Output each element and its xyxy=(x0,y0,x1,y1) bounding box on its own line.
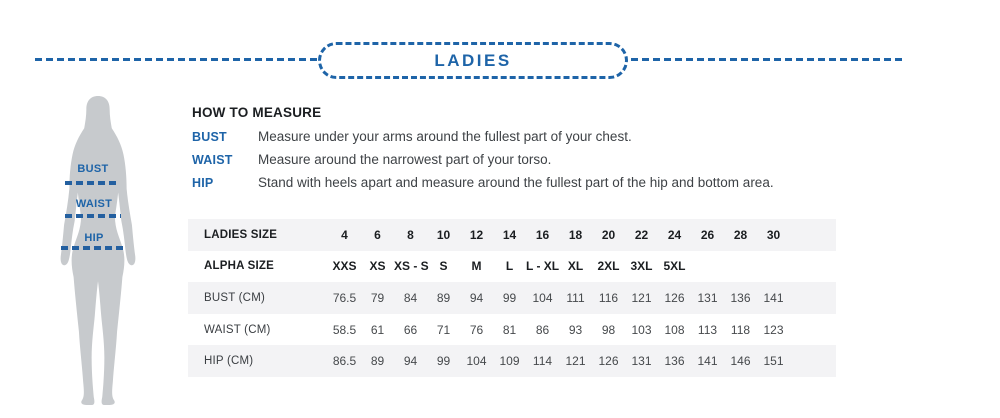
filler-cell xyxy=(790,314,836,346)
size-cell: 104 xyxy=(466,354,487,369)
size-cell: 66 xyxy=(403,322,418,337)
table-row xyxy=(188,282,836,314)
size-cell: 93 xyxy=(568,322,583,337)
size-cell: 10 xyxy=(436,227,451,242)
size-cell: 104 xyxy=(532,290,553,305)
table-row xyxy=(188,251,836,283)
size-cell: 30 xyxy=(766,227,781,242)
size-cell: M xyxy=(471,259,482,274)
size-cell: 3XL xyxy=(630,259,653,274)
filler-cell xyxy=(790,251,836,283)
size-cell: 136 xyxy=(664,354,685,369)
size-cell: 98 xyxy=(601,322,616,337)
hip-label: HIP xyxy=(192,176,214,190)
size-cell: 24 xyxy=(667,227,682,242)
size-cell: 89 xyxy=(436,290,451,305)
size-cell: 146 xyxy=(730,354,751,369)
size-cell: 94 xyxy=(403,354,418,369)
row-label: ALPHA SIZE xyxy=(204,260,274,273)
size-cell: 84 xyxy=(403,290,418,305)
size-cell: 126 xyxy=(664,290,685,305)
how-to-measure-hip-row xyxy=(192,175,892,190)
size-cell: 121 xyxy=(631,290,652,305)
size-cell: 109 xyxy=(499,354,520,369)
size-cell: 14 xyxy=(502,227,517,242)
size-cell: XS - S xyxy=(394,259,429,274)
size-cell: 121 xyxy=(565,354,586,369)
figure-bust-dash-line xyxy=(65,181,118,185)
how-to-measure-bust-row xyxy=(192,129,892,144)
hip-instruction: Stand with heels apart and measure around the fullest part of the hip and bottom area. xyxy=(258,175,774,190)
size-cell: 131 xyxy=(697,290,718,305)
size-cell: 114 xyxy=(532,354,553,369)
size-cell xyxy=(724,251,757,283)
filler-cell xyxy=(790,345,836,377)
bust-label: BUST xyxy=(192,130,227,144)
how-to-measure-title: HOW TO MEASURE xyxy=(192,105,322,120)
size-cell xyxy=(691,251,724,283)
size-cell: 81 xyxy=(502,322,517,337)
female-silhouette xyxy=(45,94,151,406)
figure-bust-label: BUST xyxy=(77,163,109,175)
size-cell: 151 xyxy=(763,354,784,369)
row-label: WAIST (CM) xyxy=(204,323,271,336)
size-cell: 123 xyxy=(763,322,784,337)
filler-cell xyxy=(790,282,836,314)
size-cell: 141 xyxy=(697,354,718,369)
figure-waist-label: WAIST xyxy=(75,198,113,210)
size-cell: 86.5 xyxy=(332,354,357,369)
table-row xyxy=(188,345,836,377)
size-cell: 99 xyxy=(436,354,451,369)
size-cell: 103 xyxy=(631,322,652,337)
divider-dash-left xyxy=(35,58,318,61)
size-cell: 58.5 xyxy=(332,322,357,337)
section-header-capsule xyxy=(318,42,628,79)
size-cell: 6 xyxy=(374,227,381,242)
size-cell: 141 xyxy=(763,290,784,305)
figure-hip-dash-line xyxy=(61,246,125,250)
row-label: HIP (CM) xyxy=(204,355,254,368)
size-cell: 12 xyxy=(469,227,484,242)
filler-cell xyxy=(790,219,836,251)
size-cell: 116 xyxy=(598,290,619,305)
size-cell: 126 xyxy=(598,354,619,369)
figure-hip-label: HIP xyxy=(84,232,104,244)
size-cell: 111 xyxy=(566,290,585,305)
size-cell: 2XL xyxy=(597,259,620,274)
figure-waist-dash-line xyxy=(65,214,121,218)
row-label: LADIES SIZE xyxy=(204,228,278,241)
how-to-measure-waist-row xyxy=(192,152,892,167)
size-cell: 26 xyxy=(700,227,715,242)
size-cell: XS xyxy=(369,259,386,274)
waist-instruction: Measure around the narrowest part of your torso. xyxy=(258,152,552,167)
size-cell: 4 xyxy=(341,227,348,242)
size-cell: XL xyxy=(567,259,584,274)
waist-label: WAIST xyxy=(192,153,233,167)
size-table-body xyxy=(188,219,836,377)
size-cell: 136 xyxy=(730,290,751,305)
size-cell: XXS xyxy=(332,259,357,274)
size-cell: 5XL xyxy=(663,259,686,274)
size-cell: 28 xyxy=(733,227,748,242)
size-cell: 131 xyxy=(631,354,652,369)
size-cell: 94 xyxy=(469,290,484,305)
size-cell: 118 xyxy=(730,322,751,337)
row-label: BUST (CM) xyxy=(204,291,266,304)
section-title: LADIES xyxy=(434,50,512,70)
size-table xyxy=(188,219,836,377)
size-cell: 20 xyxy=(601,227,616,242)
size-cell: 61 xyxy=(370,322,385,337)
size-cell: 108 xyxy=(664,322,685,337)
size-cell: 99 xyxy=(502,290,517,305)
size-cell: L - XL xyxy=(526,259,560,274)
divider-dash-right xyxy=(631,58,903,61)
bust-instruction: Measure under your arms around the fullest part of your chest. xyxy=(258,129,632,144)
size-cell: L xyxy=(505,259,514,274)
size-cell: 22 xyxy=(634,227,649,242)
size-cell: 71 xyxy=(436,322,451,337)
size-cell: 76.5 xyxy=(332,290,357,305)
size-cell: 79 xyxy=(370,290,385,305)
size-cell: 86 xyxy=(535,322,550,337)
table-row xyxy=(188,314,836,346)
size-cell: 76 xyxy=(469,322,484,337)
table-row xyxy=(188,219,836,251)
size-cell: 16 xyxy=(535,227,550,242)
size-cell: 18 xyxy=(568,227,583,242)
size-cell xyxy=(757,251,790,283)
size-cell: 89 xyxy=(370,354,385,369)
size-cell: 8 xyxy=(407,227,414,242)
size-cell: S xyxy=(439,259,448,274)
size-cell: 113 xyxy=(697,322,718,337)
